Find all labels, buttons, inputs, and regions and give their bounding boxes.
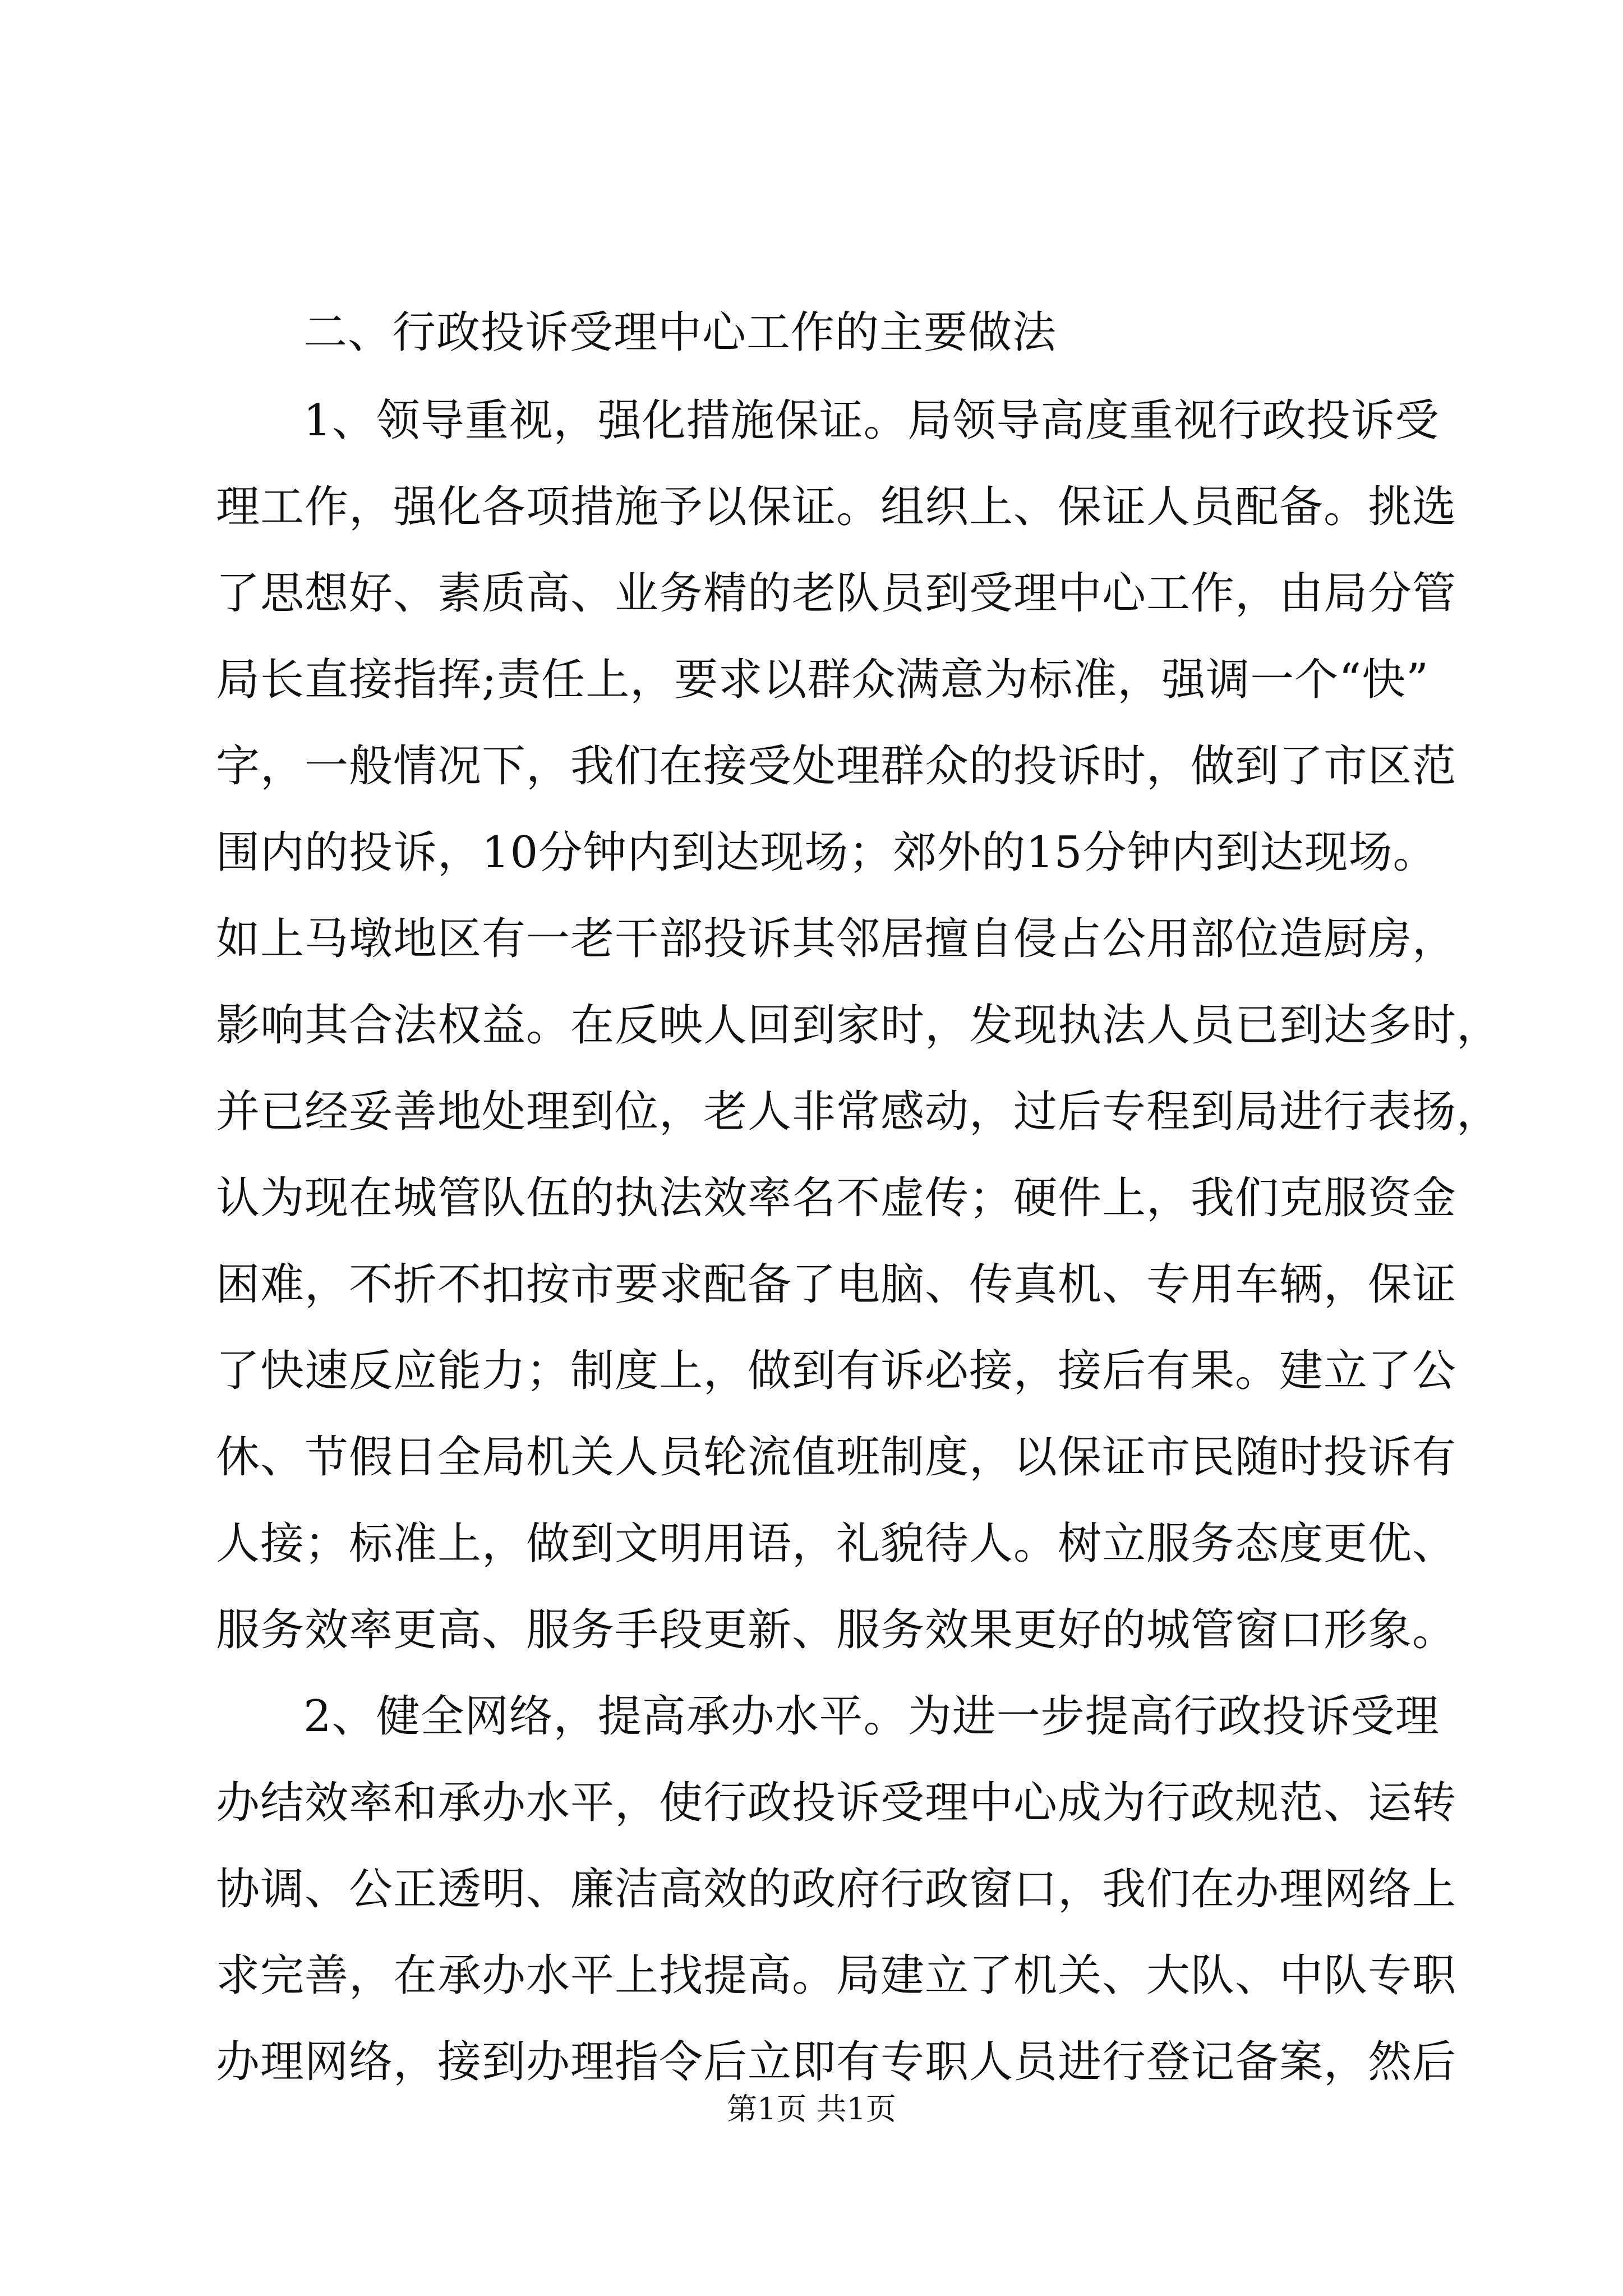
- paragraph-1-line: 理工作，强化各项措施予以保证。组织上、保证人员配备。挑选: [216, 482, 1457, 532]
- paragraph-1-line: 并已经妥善地处理到位，老人非常感动，过后专程到局进行表扬，: [216, 1087, 1501, 1137]
- paragraph-1-line: 认为现在城管队伍的执法效率名不虚传；硬件上，我们克服资金: [216, 1173, 1457, 1223]
- paragraph-1-line: 如上马墩地区有一老干部投诉其邻居擅自侵占公用部位造厨房，: [216, 914, 1457, 964]
- paragraph-1-line: 字，一般情况下，我们在接受处理群众的投诉时，做到了市区范: [216, 741, 1457, 792]
- paragraph-2-line: 协调、公正透明、廉洁高效的政府行政窗口，我们在办理网络上: [216, 1864, 1457, 1915]
- paragraph-1-line: 困难，不折不扣按市要求配备了电脑、传真机、专用车辆，保证: [216, 1259, 1457, 1310]
- paragraph-1-line: 影响其合法权益。在反映人回到家时，发现执法人员已到达多时，: [216, 1000, 1501, 1051]
- paragraph-2-line: 2、健全网络，提高承办水平。为进一步提高行政投诉受理: [303, 1691, 1440, 1742]
- paragraph-1-line: 围内的投诉，10分钟内到达现场；郊外的15分钟内到达现场。: [216, 827, 1437, 878]
- page-number-footer: 第1页 共1页: [727, 2091, 896, 2127]
- paragraph-2-line: 办结效率和承办水平，使行政投诉受理中心成为行政规范、运转: [216, 1778, 1457, 1828]
- paragraph-2-line: 求完善，在承办水平上找提高。局建立了机关、大队、中队专职: [216, 1950, 1457, 2001]
- paragraph-1-line: 局长直接指挥;责任上，要求以群众满意为标准，强调一个“快”: [216, 655, 1430, 705]
- paragraph-1-line: 人接；标准上，做到文明用语，礼貌待人。树立服务态度更优、: [216, 1519, 1457, 1569]
- paragraph-1-line: 休、节假日全局机关人员轮流值班制度，以保证市民随时投诉有: [216, 1432, 1457, 1483]
- section-heading: 二、行政投诉受理中心工作的主要做法: [303, 307, 1057, 358]
- paragraph-1-line: 服务效率更高、服务手段更新、服务效果更好的城管窗口形象。: [216, 1605, 1457, 1655]
- paragraph-1-line: 了思想好、素质高、业务精的老队员到受理中心工作，由局分管: [216, 568, 1457, 619]
- paragraph-2-line: 办理网络，接到办理指令后立即有专职人员进行登记备案，然后: [216, 2037, 1457, 2087]
- paragraph-1-line: 1、领导重视，强化措施保证。局领导高度重视行政投诉受: [303, 395, 1440, 446]
- paragraph-1-line: 了快速反应能力；制度上，做到有诉必接，接后有果。建立了公: [216, 1346, 1457, 1396]
